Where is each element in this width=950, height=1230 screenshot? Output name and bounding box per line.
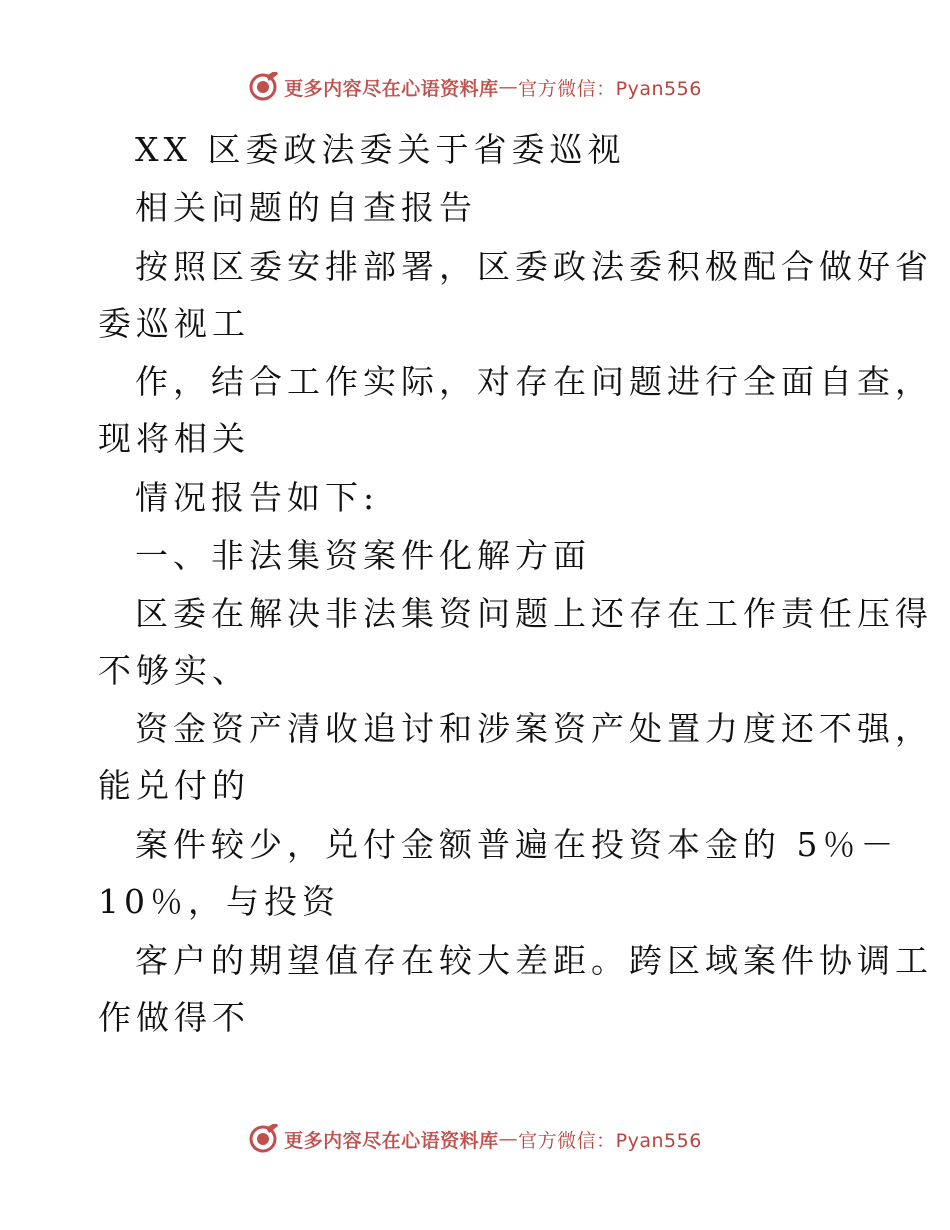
paragraph-line: 案件较少，兑付金额普遍在投资本金的 5％－ (135, 825, 899, 864)
paragraph-line: 按照区委安排部署，区委政法委积极配合做好省 (135, 247, 933, 286)
paragraph-line: 作，结合工作实际，对存在问题进行全面自查， (135, 362, 933, 401)
paragraph-line: 不够实、 (98, 651, 250, 690)
watermark-text: 更多内容尽在心语资料库 (284, 1129, 499, 1152)
paragraph-line: 委巡视工 (98, 304, 250, 343)
paragraph-line: 情况报告如下: (135, 478, 380, 517)
paragraph-line: 客户的期望值存在较大差距。跨区域案件协调工 (135, 941, 933, 980)
header-watermark (0, 72, 950, 102)
doc-title-line-1: XX 区委政法委关于省委巡视 (135, 130, 626, 169)
watermark-wechat: 官方微信：Pyan556 (518, 77, 702, 100)
section-heading: 一、非法集资案件化解方面 (135, 536, 591, 575)
watermark-separator: — (498, 76, 519, 98)
watermark-separator: — (498, 1128, 519, 1150)
paragraph-line: 资金资产清收追讨和涉案资产处置力度还不强， (135, 709, 933, 748)
pen-logo-icon (248, 1124, 278, 1154)
paragraph-line: 作做得不 (98, 998, 250, 1037)
watermark-wechat: 官方微信：Pyan556 (518, 1129, 702, 1152)
paragraph-line: 10％，与投资 (98, 882, 340, 921)
pen-logo-icon (248, 72, 278, 102)
doc-title-line-2: 相关问题的自查报告 (135, 188, 477, 227)
footer-watermark (0, 1124, 950, 1154)
paragraph-line: 区委在解决非法集资问题上还存在工作责任压得 (135, 594, 933, 633)
paragraph-line: 现将相关 (98, 419, 250, 458)
paragraph-line: 能兑付的 (98, 766, 250, 805)
watermark-text: 更多内容尽在心语资料库 (284, 77, 499, 100)
